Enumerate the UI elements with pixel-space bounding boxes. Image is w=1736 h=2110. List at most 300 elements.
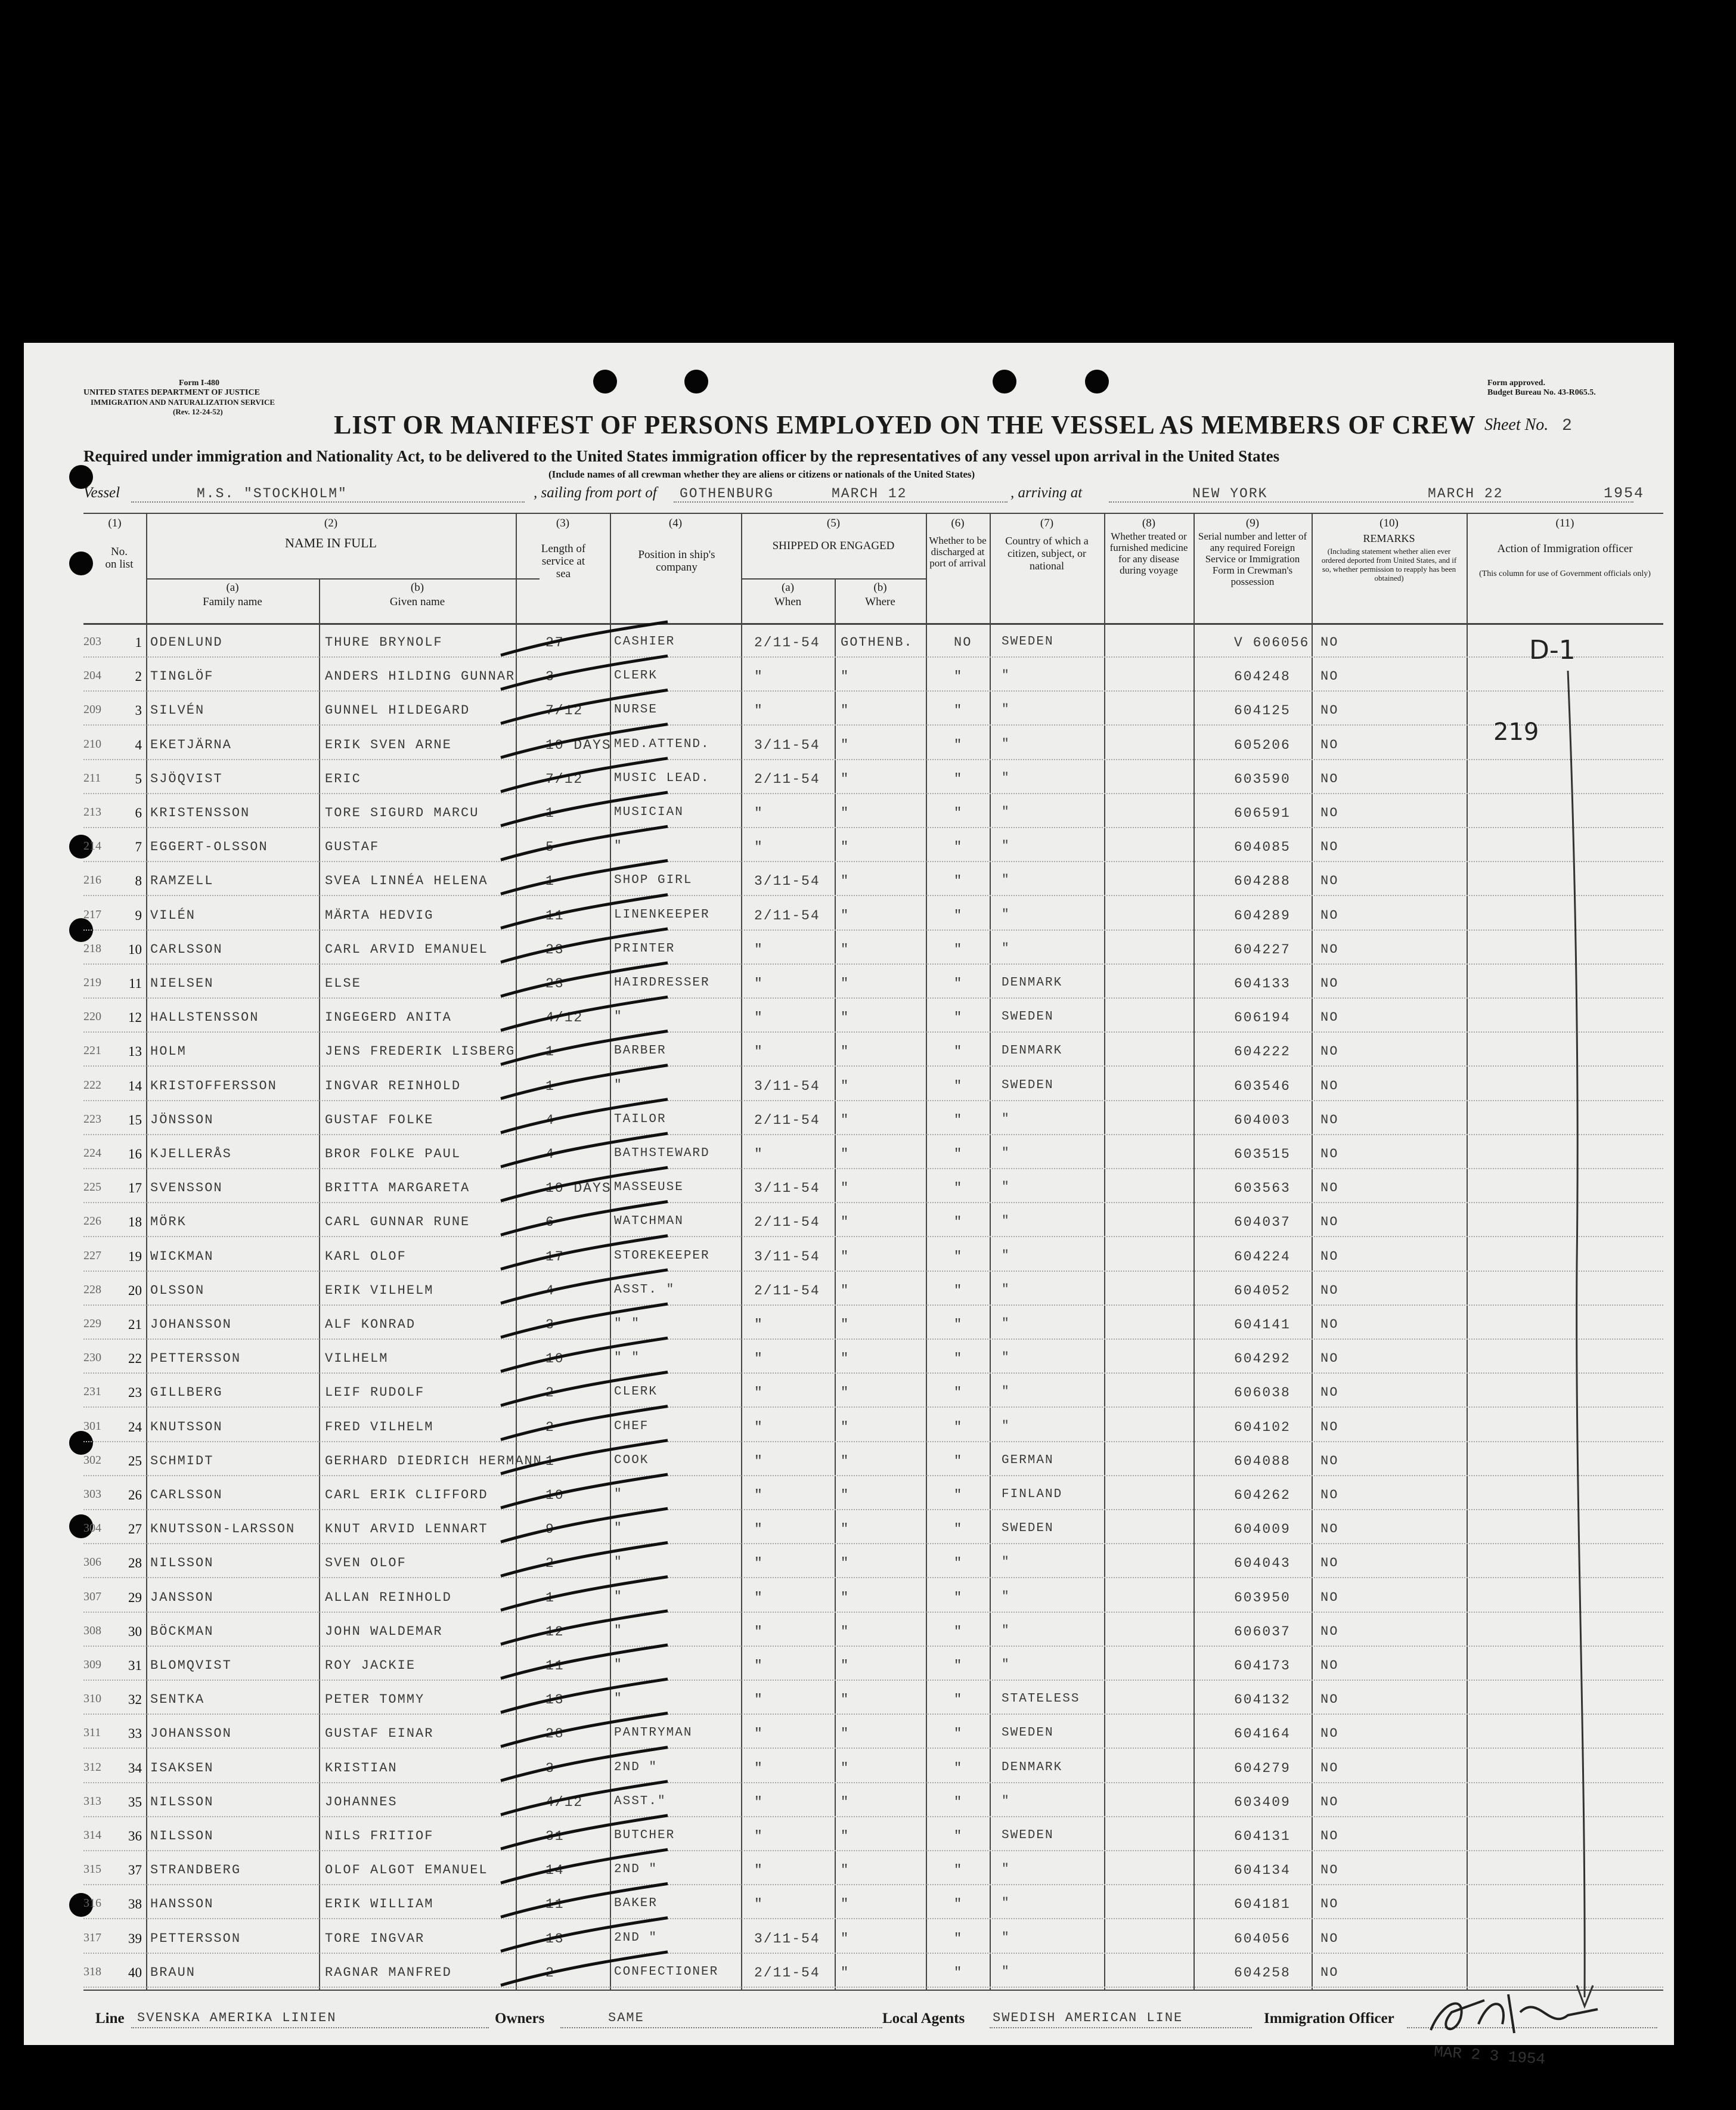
shipped-where: " (841, 1931, 850, 1946)
given-name: ALLAN REINHOLD (325, 1590, 452, 1605)
shipped-where: " (841, 1282, 850, 1298)
country: " (1002, 1590, 1010, 1604)
family-name: NILSSON (150, 1556, 214, 1571)
given-name: THURE BRYNOLF (325, 635, 443, 650)
row-reference-number: 216 (83, 873, 101, 887)
discharged: " (954, 1078, 963, 1093)
country: " (1002, 1147, 1010, 1160)
row-reference-number: 203 (83, 635, 101, 648)
row-rule (83, 1612, 1663, 1613)
country: SWEDEN (1002, 1522, 1054, 1536)
row-number: 18 (128, 1214, 142, 1230)
row-rule (83, 1543, 1663, 1544)
serial-number: 603563 (1234, 1181, 1291, 1197)
officer-signature (1419, 1988, 1610, 2042)
discharged: " (954, 839, 963, 855)
name-subheader-rule (146, 578, 540, 580)
shipped-when: " (754, 1760, 764, 1776)
remarks: NO (1320, 1692, 1339, 1708)
row-rule (83, 1441, 1663, 1442)
given-name: CARL ERIK CLIFFORD (325, 1488, 488, 1502)
serial-number: 604224 (1234, 1248, 1291, 1265)
row-reference-number: 226 (83, 1214, 101, 1228)
shipped-where: " (841, 873, 850, 889)
country: " (1002, 1863, 1010, 1877)
length-of-service: 12 (545, 1623, 565, 1640)
vessel-name: M.S. "STOCKHOLM" (197, 486, 348, 501)
discharged: " (954, 1623, 963, 1639)
serial-number: 604003 (1234, 1112, 1291, 1128)
arrival-year: 1954 (1604, 485, 1645, 502)
remarks: NO (1320, 1556, 1339, 1571)
sheet-number-label: Sheet No. (1484, 416, 1549, 434)
length-of-service: 23 (545, 976, 565, 992)
position: MUSIC LEAD. (614, 771, 710, 785)
country: " (1002, 1317, 1010, 1331)
discharged: " (954, 771, 963, 786)
row-number: 11 (128, 976, 142, 991)
country: " (1002, 1214, 1010, 1229)
serial-number: 604131 (1234, 1829, 1291, 1844)
vessel-label: Vessel (83, 485, 120, 501)
country: " (1002, 1112, 1010, 1126)
col1-header: No. on list (105, 546, 134, 571)
family-name: HANSSON (150, 1897, 214, 1912)
shipped-where: " (841, 737, 850, 752)
position: " (614, 1488, 623, 1501)
country: " (1002, 669, 1010, 683)
position: PANTRYMAN (614, 1726, 693, 1740)
shipped-where: GOTHENB. (841, 635, 913, 650)
given-name: JOHN WALDEMAR (325, 1623, 443, 1639)
given-name: GUSTAF (325, 839, 380, 855)
remarks: NO (1320, 1181, 1339, 1196)
row-number: 22 (128, 1351, 142, 1367)
shipped-when: " (754, 1385, 764, 1401)
country: " (1002, 1965, 1010, 1979)
row-reference-number: 313 (83, 1794, 101, 1808)
position: 2ND " (614, 1931, 658, 1945)
table-row (24, 1650, 1674, 1684)
position: CLERK (614, 1385, 658, 1399)
family-name: CARLSSON (150, 941, 223, 957)
given-name: ELSE (325, 976, 361, 991)
table-row (24, 1377, 1674, 1411)
sailing-label: , sailing from port of (534, 485, 657, 501)
shipped-when: " (754, 1044, 764, 1060)
position: HAIRDRESSER (614, 976, 710, 990)
remarks: NO (1320, 703, 1339, 718)
remarks: NO (1320, 941, 1339, 957)
arrival-port: NEW YORK (1192, 486, 1268, 501)
table-row (24, 1036, 1674, 1070)
table-row (24, 1547, 1674, 1581)
position: MUSICIAN (614, 805, 684, 819)
row-reference-number: 308 (83, 1623, 101, 1637)
family-name: JANSSON (150, 1590, 214, 1605)
action-number: 219 (1493, 718, 1539, 746)
position: " (614, 1623, 623, 1638)
punch-hole (593, 370, 617, 394)
remarks: NO (1320, 976, 1339, 991)
row-rule (83, 1953, 1663, 1954)
position: PRINTER (614, 941, 675, 956)
row-number: 20 (128, 1282, 142, 1298)
discharged: NO (954, 635, 972, 650)
row-reference-number: 223 (83, 1112, 101, 1126)
col11-number: (11) (1555, 517, 1574, 529)
row-reference-number: 309 (83, 1658, 101, 1671)
position: TAILOR (614, 1112, 666, 1126)
discharged: " (954, 1282, 963, 1298)
table-row (24, 763, 1674, 797)
serial-number: 604288 (1234, 873, 1291, 890)
remarks: NO (1320, 771, 1339, 786)
shipped-when: " (754, 1794, 764, 1810)
length-of-service: 27 (545, 635, 565, 650)
row-rule (83, 1134, 1663, 1135)
discharged: " (954, 1248, 963, 1264)
row-rule (83, 724, 1663, 726)
shipped-when: 3/11-54 (754, 1931, 820, 1947)
remarks: NO (1320, 1010, 1339, 1025)
length-of-service: 4 (545, 1282, 555, 1299)
family-name: EGGERT-OLSSON (150, 839, 268, 855)
serial-number: 604181 (1234, 1897, 1291, 1913)
row-rule (83, 929, 1663, 931)
shipped-where: " (841, 1658, 850, 1673)
given-name: CARL GUNNAR RUNE (325, 1214, 470, 1230)
position: NURSE (614, 703, 658, 717)
table-row (24, 1786, 1674, 1820)
length-of-service: 10 DAYS (545, 737, 612, 753)
remarks: NO (1320, 1248, 1339, 1264)
family-name: PETTERSSON (150, 1931, 241, 1946)
owners-field (560, 2027, 882, 2028)
serial-number: 604289 (1234, 907, 1291, 924)
row-rule (83, 1714, 1663, 1715)
given-name: GERHARD DIEDRICH HERMANN (325, 1453, 542, 1468)
position: SHOP GIRL (614, 873, 693, 888)
country: SWEDEN (1002, 635, 1054, 649)
length-of-service: 3 (545, 669, 555, 685)
serial-number: 606037 (1234, 1623, 1291, 1640)
position: " (614, 1078, 623, 1092)
shipped-where: " (841, 1453, 850, 1468)
position: " (614, 1010, 623, 1024)
row-rule (83, 1782, 1663, 1783)
shipped-when: 2/11-54 (754, 771, 820, 787)
row-rule (83, 1065, 1663, 1067)
given-name: JOHANNES (325, 1794, 398, 1810)
table-row (24, 1854, 1674, 1888)
col4-number: (4) (668, 517, 683, 529)
given-name: SVEA LINNÉA HELENA (325, 873, 488, 889)
remarks: NO (1320, 1794, 1339, 1810)
row-reference-number: 229 (83, 1317, 101, 1330)
row-number: 34 (128, 1760, 142, 1776)
serial-number: 604292 (1234, 1351, 1291, 1367)
position: " (614, 839, 623, 854)
discharged: " (954, 1658, 963, 1673)
shipped-where: " (841, 1214, 850, 1230)
row-number: 40 (128, 1965, 142, 1980)
table-row (24, 831, 1674, 865)
row-number: 19 (128, 1248, 142, 1264)
family-name: ISAKSEN (150, 1760, 214, 1776)
length-of-service: 4/12 (545, 1010, 584, 1026)
row-number: 14 (128, 1078, 142, 1093)
discharged: " (954, 1590, 963, 1605)
col5b-header: Where (865, 596, 895, 608)
shipped-where: " (841, 1522, 850, 1537)
country: " (1002, 1658, 1010, 1672)
shipped-when: 3/11-54 (754, 873, 820, 890)
serial-number: 604085 (1234, 839, 1291, 856)
remarks: NO (1320, 1590, 1339, 1605)
shipped-when: " (754, 1829, 764, 1844)
shipped-where: " (841, 1623, 850, 1639)
serial-number: 604133 (1234, 976, 1291, 992)
col7-header: Country of which a citizen, subject, or national (1005, 535, 1089, 572)
row-rule (83, 1748, 1663, 1749)
given-name: INGVAR REINHOLD (325, 1078, 461, 1093)
family-name: JOHANSSON (150, 1726, 232, 1742)
shipped-when: " (754, 1522, 764, 1538)
row-number: 30 (128, 1623, 142, 1639)
family-name: VILÉN (150, 907, 196, 923)
table-row (24, 865, 1674, 899)
shipped-when: " (754, 1623, 764, 1640)
length-of-service: 7/12 (545, 771, 584, 787)
shipped-where: " (841, 1010, 850, 1025)
table-row (24, 1513, 1674, 1547)
form-subtitle: Required under immigration and Nationality Act, to be delivered to the United States immigration officer by the representatives of any vessel upon arrival in the United States (83, 447, 1280, 465)
table-row (24, 1138, 1674, 1172)
serial-number: 604173 (1234, 1658, 1291, 1674)
punch-hole (69, 551, 93, 575)
shipped-when: " (754, 1897, 764, 1913)
country: " (1002, 1385, 1010, 1399)
row-number: 27 (128, 1522, 142, 1537)
shipped-where: " (841, 1181, 850, 1196)
family-name: NILSSON (150, 1794, 214, 1810)
shipped-when: " (754, 1419, 764, 1435)
given-name: GUSTAF EINAR (325, 1726, 434, 1742)
given-name: ERIK VILHELM (325, 1282, 434, 1298)
shipped-where: " (841, 1590, 850, 1605)
discharged: " (954, 907, 963, 923)
position: BARBER (614, 1044, 666, 1058)
remarks: NO (1320, 1078, 1339, 1093)
col9-number: (9) (1245, 517, 1260, 529)
table-row (24, 1479, 1674, 1513)
col5b-letter: (b) (873, 581, 887, 594)
table-row (24, 797, 1674, 831)
row-reference-number: 231 (83, 1385, 101, 1399)
country: GERMAN (1002, 1453, 1054, 1467)
position: MASSEUSE (614, 1181, 684, 1195)
row-number: 32 (128, 1692, 142, 1708)
discharged: " (954, 1453, 963, 1468)
col11-subheader: (This column for use of Government officials only) (1479, 569, 1651, 578)
discharged: " (954, 1147, 963, 1161)
col2-number: (2) (324, 517, 338, 529)
shipped-when: 3/11-54 (754, 1181, 820, 1197)
serial-number: 606194 (1234, 1010, 1291, 1026)
family-name: TINGLÖF (150, 669, 214, 684)
row-number: 23 (128, 1385, 142, 1401)
owners-value: SAME (608, 2010, 644, 2025)
family-name: BÖCKMAN (150, 1623, 214, 1639)
row-number: 6 (135, 805, 142, 820)
shipped-when: " (754, 703, 764, 719)
shipped-when: " (754, 1590, 764, 1606)
shipped-where: " (841, 771, 850, 786)
discharged: " (954, 1829, 963, 1843)
shipped-where: " (841, 1692, 850, 1708)
position: CLERK (614, 669, 658, 683)
remarks: NO (1320, 1760, 1339, 1776)
row-number: 29 (128, 1590, 142, 1605)
country: " (1002, 1419, 1010, 1433)
row-reference-number: 213 (83, 805, 101, 819)
col2a-letter: (a) (226, 581, 239, 594)
shipped-where: " (841, 805, 850, 820)
arrival-line (1109, 501, 1633, 503)
country: " (1002, 1282, 1010, 1297)
country: " (1002, 839, 1010, 854)
family-name: MÖRK (150, 1214, 187, 1230)
country: FINLAND (1002, 1488, 1063, 1501)
col5a-header: When (774, 596, 802, 608)
row-rule (83, 1884, 1663, 1885)
row-reference-number: 227 (83, 1248, 101, 1262)
row-reference-number: 218 (83, 941, 101, 955)
discharged: " (954, 873, 963, 889)
length-of-service: 11 (545, 1658, 565, 1674)
table-row (24, 661, 1674, 695)
shipped-when: 2/11-54 (754, 1214, 820, 1231)
position: CONFECTIONER (614, 1965, 719, 1979)
shipped-when: " (754, 1317, 764, 1333)
row-rule (83, 1850, 1663, 1851)
remarks: NO (1320, 1351, 1339, 1367)
shipped-where: " (841, 1488, 850, 1502)
shipped-where: " (841, 1419, 850, 1434)
table-row (24, 627, 1674, 661)
col5-header: SHIPPED OR ENGAGED (772, 540, 895, 552)
table-row (24, 695, 1674, 729)
given-name: CARL ARVID EMANUEL (325, 941, 488, 957)
country: " (1002, 1351, 1010, 1365)
shipped-where: " (841, 1965, 850, 1980)
row-number: 38 (128, 1897, 142, 1912)
length-of-service: 11 (545, 907, 565, 924)
table-row (24, 1718, 1674, 1752)
length-of-service: 13 (545, 1931, 565, 1947)
given-name: ROY JACKIE (325, 1658, 416, 1673)
table-row (24, 1752, 1674, 1786)
position: BUTCHER (614, 1829, 675, 1842)
shipped-where: " (841, 907, 850, 923)
row-rule (83, 1338, 1663, 1340)
family-name: KNUTSSON-LARSSON (150, 1522, 296, 1537)
serial-number: 604052 (1234, 1282, 1291, 1299)
row-reference-number: 315 (83, 1863, 101, 1876)
row-rule (83, 1202, 1663, 1203)
remarks: NO (1320, 1147, 1339, 1161)
given-name: BRITTA MARGARETA (325, 1181, 470, 1196)
col5-number: (5) (826, 517, 841, 529)
arrival-date: MARCH 22 (1428, 486, 1504, 501)
length-of-service: 3 (545, 1317, 555, 1333)
col8-number: (8) (1142, 517, 1156, 529)
discharged: " (954, 1112, 963, 1127)
given-name: GUSTAF FOLKE (325, 1112, 434, 1127)
country: " (1002, 1897, 1010, 1911)
country: SWEDEN (1002, 1010, 1054, 1024)
row-reference-number: 304 (83, 1522, 101, 1535)
row-number: 16 (128, 1147, 142, 1161)
table-row (24, 1957, 1674, 1991)
row-number: 13 (128, 1044, 142, 1059)
discharged: " (954, 1863, 963, 1878)
row-reference-number: 204 (83, 669, 101, 683)
length-of-service: 2 (545, 1419, 555, 1435)
shipped-where: " (841, 1112, 850, 1127)
length-of-service: 11 (545, 1897, 565, 1913)
discharged: " (954, 1897, 963, 1912)
table-row (24, 1923, 1674, 1957)
row-reference-number: 209 (83, 703, 101, 717)
given-name: GUNNEL HILDEGARD (325, 703, 470, 718)
shipped-when: 3/11-54 (754, 1078, 820, 1094)
family-name: NIELSEN (150, 976, 214, 991)
shipped-when: 2/11-54 (754, 907, 820, 924)
serial-number: 603409 (1234, 1794, 1291, 1810)
family-name: SJÖQVIST (150, 771, 223, 786)
length-of-service: 31 (545, 1829, 565, 1844)
length-of-service: 4 (545, 1147, 555, 1162)
form-title: LIST OR MANIFEST OF PERSONS EMPLOYED ON THE VESSEL AS MEMBERS OF CREW (334, 410, 1476, 439)
family-name: KRISTOFFERSSON (150, 1078, 277, 1093)
country: SWEDEN (1002, 1078, 1054, 1092)
shipped-when: " (754, 976, 764, 992)
given-name: ALF KONRAD (325, 1317, 416, 1332)
row-reference-number: 224 (83, 1147, 101, 1160)
family-name: NILSSON (150, 1829, 214, 1843)
row-reference-number: 228 (83, 1282, 101, 1296)
country: " (1002, 703, 1010, 717)
length-of-service: 10 (545, 1488, 565, 1503)
country: " (1002, 941, 1010, 956)
remarks: NO (1320, 1658, 1339, 1673)
table-row (24, 968, 1674, 1002)
shipped-when: " (754, 1726, 764, 1742)
family-name: JOHANSSON (150, 1317, 232, 1332)
table-row (24, 1888, 1674, 1922)
given-name: TORE INGVAR (325, 1931, 425, 1946)
form-approved: Form approved. (1487, 379, 1545, 388)
remarks: NO (1320, 907, 1339, 923)
length-of-service: 1 (545, 1078, 555, 1094)
departure-date: MARCH 12 (832, 486, 907, 501)
row-rule (83, 1236, 1663, 1237)
remarks: NO (1320, 1282, 1339, 1298)
table-row (24, 1411, 1674, 1445)
col6-number: (6) (951, 517, 965, 529)
